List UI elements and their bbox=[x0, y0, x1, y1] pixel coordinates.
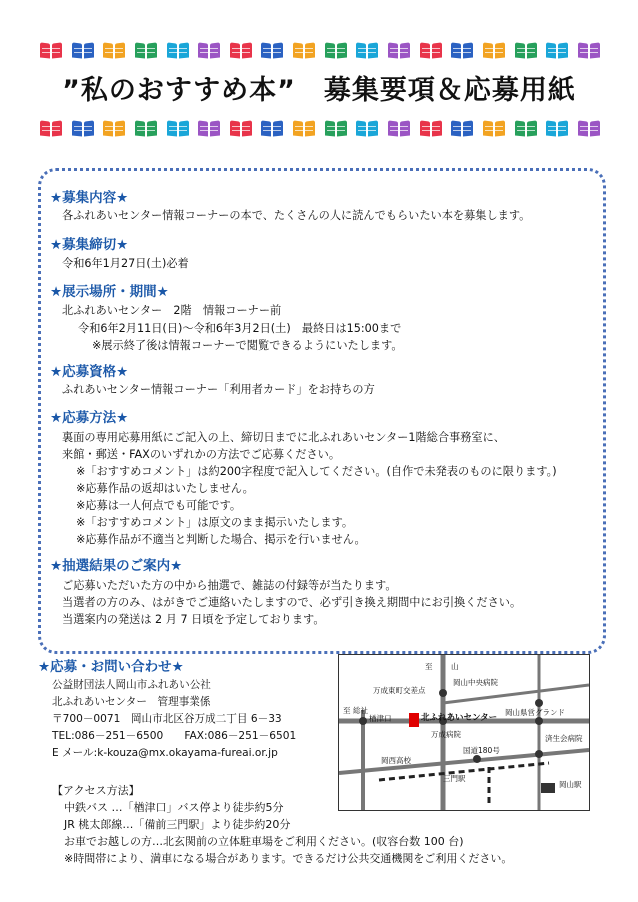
lottery-line-1: ご応募いただいた方の中から抽選で、雑誌の付録等が当たります。 bbox=[62, 579, 397, 592]
display-line-2: 令和6年2月11日(日)～令和6年3月2日(土) 最終日は15:00まで bbox=[78, 322, 402, 335]
open-book-icon bbox=[420, 40, 442, 62]
deadline-line-1: 令和6年1月27日(土)必着 bbox=[62, 257, 189, 270]
map-label: 万成病院 bbox=[431, 730, 461, 739]
map-label: 岡山県営グランド bbox=[505, 708, 565, 717]
open-book-icon bbox=[483, 118, 505, 140]
map-label: 至 bbox=[425, 662, 433, 671]
map-label: 済生会病院 bbox=[545, 734, 583, 743]
lottery-line-3: 当選案内の発送は 2 月 7 日頃を予定しております。 bbox=[62, 613, 325, 626]
open-book-icon bbox=[483, 40, 505, 62]
section-heading-deadline: ★募集締切★ bbox=[50, 237, 129, 253]
open-book-icon bbox=[72, 40, 94, 62]
method-line-2: 来館・郵送・FAXのいずれかの方法でご応募ください。 bbox=[62, 448, 341, 461]
method-line-4: ※応募作品の返却はいたしません。 bbox=[76, 482, 254, 495]
access-line-3: お車でお越しの方…北玄関前の立体駐車場をご利用ください。(収容台数 100 台) bbox=[64, 835, 464, 848]
content-line-1: 各ふれあいセンター情報コーナーの本で、たくさんの人に読んでもらいたい本を募集します。 bbox=[62, 209, 531, 222]
open-book-icon bbox=[325, 118, 347, 140]
section-heading-display: ★展示場所・期間★ bbox=[50, 284, 169, 300]
book-row-bottom bbox=[40, 118, 600, 140]
open-book-icon bbox=[135, 40, 157, 62]
open-book-icon bbox=[546, 118, 568, 140]
map-label: 山 bbox=[451, 662, 459, 671]
map-label: 岡山駅 bbox=[559, 780, 582, 789]
open-book-icon bbox=[167, 40, 189, 62]
method-line-1: 裏面の専用応募用紙にご記入の上、締切日までに北ふれあいセンター1階総合事務室に、 bbox=[62, 431, 505, 444]
lottery-line-2: 当選者の方のみ、はがきでご連絡いたしますので、必ず引き換え期間中にお引換ください。 bbox=[62, 596, 522, 609]
open-book-icon bbox=[40, 118, 62, 140]
open-book-icon bbox=[72, 118, 94, 140]
contact-line-4: TEL:086－251－6500 FAX:086－251－6501 bbox=[52, 730, 297, 742]
method-line-3: ※「おすすめコメント」は約200字程度で記入してください。(自作で未発表のものに限ります。) bbox=[76, 465, 557, 478]
open-book-icon bbox=[578, 40, 600, 62]
open-book-icon bbox=[198, 118, 220, 140]
section-heading-method: ★応募方法★ bbox=[50, 410, 129, 426]
contact-heading: ★応募・お問い合わせ★ bbox=[38, 659, 184, 675]
open-book-icon bbox=[103, 40, 125, 62]
section-heading-lottery: ★抽選結果のご案内★ bbox=[50, 558, 183, 574]
open-book-icon bbox=[451, 40, 473, 62]
open-book-icon bbox=[356, 118, 378, 140]
open-book-icon bbox=[135, 118, 157, 140]
open-book-icon bbox=[325, 40, 347, 62]
book-row-top bbox=[40, 40, 600, 62]
open-book-icon bbox=[451, 118, 473, 140]
open-book-icon bbox=[515, 40, 537, 62]
eligibility-line-1: ふれあいセンター情報コーナー「利用者カード」をお持ちの方 bbox=[62, 383, 375, 396]
open-book-icon bbox=[167, 118, 189, 140]
open-book-icon bbox=[261, 40, 283, 62]
section-heading-eligibility: ★応募資格★ bbox=[50, 364, 129, 380]
map-label: 至 bbox=[343, 706, 351, 715]
method-line-7: ※応募作品が不適当と判断した場合、掲示を行いません。 bbox=[76, 533, 366, 546]
access-line-2: JR 桃太郎線…「備前三門駅」より徒歩約20分 bbox=[64, 818, 291, 831]
access-map bbox=[338, 654, 590, 811]
open-book-icon bbox=[230, 40, 252, 62]
open-book-icon bbox=[578, 118, 600, 140]
page-title: ”私のおすすめ本” 募集要項＆応募用紙 bbox=[62, 75, 576, 106]
open-book-icon bbox=[230, 118, 252, 140]
method-line-5: ※応募は一人何点でも可能です。 bbox=[76, 499, 242, 512]
open-book-icon bbox=[420, 118, 442, 140]
open-book-icon bbox=[293, 40, 315, 62]
open-book-icon bbox=[546, 40, 568, 62]
access-line-4: ※時間帯により、満車になる場合があります。できるだけ公共交通機関をご利用ください。 bbox=[64, 852, 513, 865]
open-book-icon bbox=[40, 40, 62, 62]
contact-line-1: 公益財団法人岡山市ふれあい公社 bbox=[52, 679, 211, 691]
contact-line-2: 北ふれあいセンター 管理事業係 bbox=[52, 696, 211, 708]
contact-line-3: 〒700－0071 岡山市北区谷万成二丁目 6－33 bbox=[52, 713, 282, 725]
method-line-6: ※「おすすめコメント」は原文のまま掲示いたします。 bbox=[76, 516, 354, 529]
open-book-icon bbox=[388, 118, 410, 140]
display-line-3: ※展示終了後は情報コーナーで閲覧できるようにいたします。 bbox=[92, 339, 403, 352]
open-book-icon bbox=[293, 118, 315, 140]
map-label: 国道180号 bbox=[463, 746, 500, 755]
access-heading: 【アクセス方法】 bbox=[52, 784, 140, 797]
open-book-icon bbox=[198, 40, 220, 62]
map-label: 総社 bbox=[353, 706, 368, 715]
map-label: 北ふれあいセンター bbox=[421, 713, 498, 723]
display-line-1: 北ふれあいセンター 2階 情報コーナー前 bbox=[62, 304, 282, 317]
open-book-icon bbox=[388, 40, 410, 62]
map-label: 岡西高校 bbox=[381, 756, 411, 765]
map-label: 楢津口 bbox=[369, 714, 392, 723]
open-book-icon bbox=[261, 118, 283, 140]
access-line-1: 中鉄バス …「楢津口」バス停より徒歩約5分 bbox=[64, 801, 284, 814]
open-book-icon bbox=[356, 40, 378, 62]
open-book-icon bbox=[103, 118, 125, 140]
map-label: 三門駅 bbox=[443, 774, 466, 783]
map-label: 岡山中央病院 bbox=[453, 678, 498, 687]
contact-line-5: E メール:k-kouza@mx.okayama-fureai.or.jp bbox=[52, 747, 278, 759]
section-heading-content: ★募集内容★ bbox=[50, 190, 129, 206]
open-book-icon bbox=[515, 118, 537, 140]
map-label: 万成東町交差点 bbox=[373, 686, 426, 695]
